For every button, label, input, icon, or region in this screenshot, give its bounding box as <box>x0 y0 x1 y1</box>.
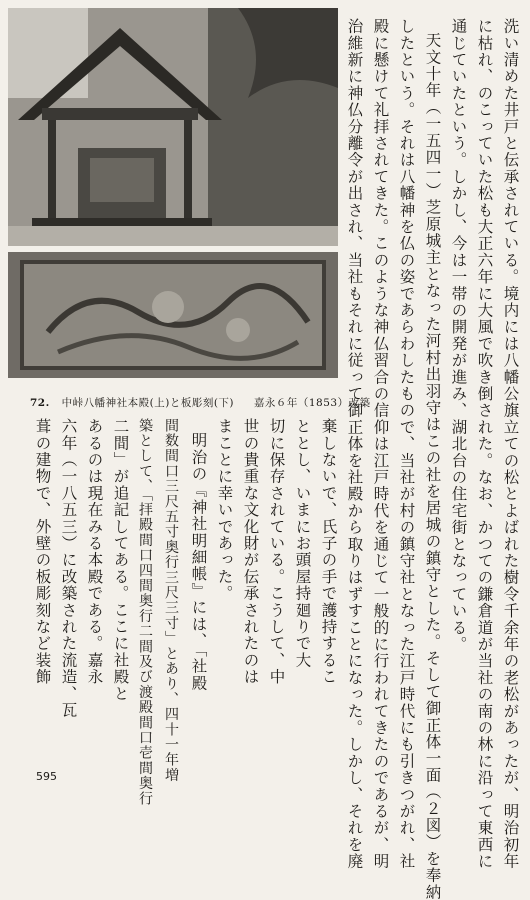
carved-panel-illustration <box>8 252 338 378</box>
shrine-hall-illustration <box>8 8 338 246</box>
body-column: 通じていたという。しかし、今は一帯の開発が進み、湖北台の住宅街となっている。 <box>449 18 468 653</box>
body-column: 殿に懸けて礼拝されてきた。このような神仏習合の信仰は江戸時代を通じて一般的に行われてきたのであるが、明 <box>371 18 390 870</box>
body-column: まことに幸いであった。 <box>215 418 234 602</box>
carved-panel-photo <box>8 252 338 378</box>
body-column: あるのは現在みる本殿である。嘉永 <box>85 418 104 686</box>
shrine-hall-photo <box>8 8 338 246</box>
body-column: 二間」が追記してある。ここに社殿と <box>111 418 130 702</box>
caption-date: 嘉永６年（1853）改築 <box>253 397 371 409</box>
figure-caption <box>30 395 371 410</box>
body-column: 治維新に神仏分離令が出され、当社もそれに従って御正体を社殿から取りはずすことになった。しかし、それを廃 <box>345 18 364 870</box>
body-column: したという。それは八幡神を仏の姿であらわしたもので、当社が村の鎮守社となった江戸時代にも引きつがれ、社 <box>397 18 416 870</box>
caption-number: 72. <box>30 397 50 409</box>
body-column: 築として、「拝殿間口四間奥行二間及び渡殿間口壱間奥行 <box>137 418 153 807</box>
body-column: 洗い清めた井戸と伝承されている。境内には八幡公旗立ての松とよばれた樹令千余年の老松があったが、明治初年 <box>501 18 520 870</box>
body-column: 間数間口三尺五寸奥行三尺三寸」とあり、四十一年増 <box>163 418 179 783</box>
body-column: 天文十年（一五四一）芝原城主となった河村出羽守はこの社を居城の鎮守とした。そして御正体一面（２図）を奉納 <box>423 32 442 900</box>
body-column: 棄しないで、氏子の手で護持するこ <box>319 418 338 686</box>
body-column: 六年（一八五三）に改築された流造、瓦 <box>59 418 78 719</box>
body-column: 明治の『神社明細帳』には、「社殿 <box>189 432 208 692</box>
body-column: 世の貴重な文化財が伝承されたのは <box>241 418 260 686</box>
body-column: 切に保存されている。こうして、中 <box>267 418 286 686</box>
caption-title: 中峠八幡神社本殿(上)と板彫刻(下) <box>61 397 235 409</box>
body-column: に枯れ、のこっていた松も大正六年に大風で吹き倒された。なお、かつての鎌倉道が当社の南の林に沿って東西に <box>475 18 494 870</box>
body-column: ととし、いまにお頭屋持廻りで大 <box>293 418 312 669</box>
body-column: 葺の建物で、外壁の板彫刻など装飾 <box>33 418 52 686</box>
page-number: 595 <box>36 770 57 783</box>
